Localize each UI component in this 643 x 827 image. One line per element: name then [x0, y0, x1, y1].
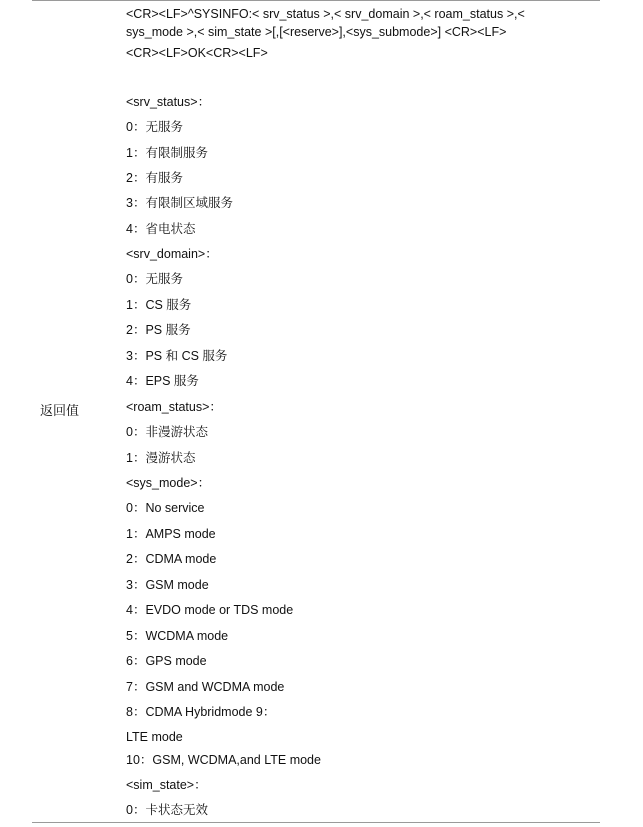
- list-item: 0：No service: [126, 501, 205, 515]
- list-item: 1：CS 服务: [126, 298, 192, 312]
- list-item: 0：非漫游状态: [126, 425, 208, 439]
- table-top-border: [32, 0, 600, 1]
- list-item: 3：PS 和 CS 服务: [126, 349, 228, 363]
- response-format-line-1: <CR><LF>^SYSINFO:< srv_status >,< srv_domain >,< roam_status >,<: [126, 7, 525, 21]
- sys-mode-heading: <sys_mode>：: [126, 476, 211, 490]
- sim-state-heading: <sim_state>：: [126, 778, 207, 792]
- list-item: 0：无服务: [126, 120, 183, 134]
- list-item: 4：省电状态: [126, 222, 196, 236]
- list-item: 3：GSM mode: [126, 578, 209, 592]
- list-item: 4：EPS 服务: [126, 374, 199, 388]
- list-item: 1：AMPS mode: [126, 527, 216, 541]
- list-item: 1：漫游状态: [126, 451, 196, 465]
- list-item: 4：EVDO mode or TDS mode: [126, 603, 294, 617]
- srv-status-heading: <srv_status>：: [126, 95, 211, 109]
- response-format-line-2: sys_mode >,< sim_state >[,[<reserve>],<sys_submode>] <CR><LF>: [126, 25, 507, 39]
- list-item: 0：卡状态无效: [126, 803, 208, 817]
- list-item: 2：PS 服务: [126, 323, 191, 337]
- list-item: 2：有服务: [126, 171, 183, 185]
- list-item: 6：GPS mode: [126, 654, 207, 668]
- roam-status-heading: <roam_status>：: [126, 400, 222, 414]
- list-item: 10：GSM, WCDMA,and LTE mode: [126, 753, 321, 767]
- list-item: 3：有限制区域服务: [126, 196, 233, 210]
- list-item: 1：有限制服务: [126, 146, 208, 160]
- list-item-continuation: LTE mode: [126, 730, 183, 744]
- table-bottom-border: [32, 822, 600, 823]
- list-item: 5：WCDMA mode: [126, 629, 229, 643]
- list-item: 0：无服务: [126, 272, 183, 286]
- return-value-label: 返回值: [40, 403, 80, 418]
- list-item: 7：GSM and WCDMA mode: [126, 680, 285, 694]
- srv-domain-heading: <srv_domain>：: [126, 247, 218, 261]
- response-ok-line: <CR><LF>OK<CR><LF>: [126, 46, 268, 60]
- list-item: 8：CDMA Hybridmode 9：: [126, 705, 276, 719]
- list-item: 2：CDMA mode: [126, 552, 217, 566]
